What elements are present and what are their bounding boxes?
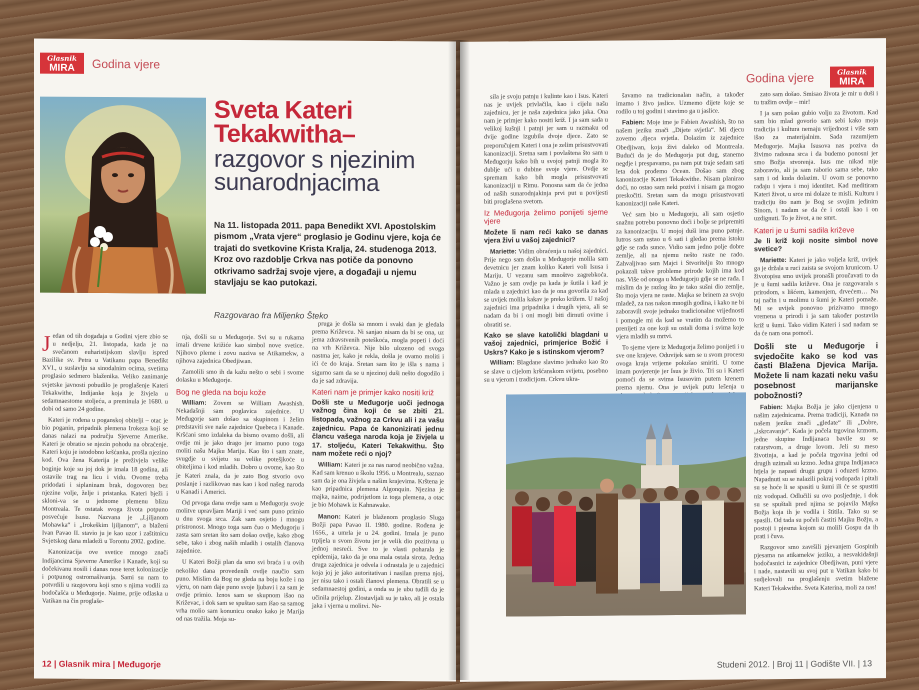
- paragraph: Kateri je jako voljela križ, uvijek ga je držala u ruci zaista se svojom krunicom. U životopisu smo uvijek pronašli proučavati to da je u šumi sadila križeve. Ona je razgovarala s prirodom, s lišćem, kamenjem, drvećem… Na taj način i u molimu u šumi je Kateri pomaže. Mi se uvijek ponovno prizivamo mnogo vremena u prirodi i ja sam također postavila križ u šumi. Tako vidim Kateri i sad nadam se da će nam ona pomoći.: [754, 255, 878, 337]
- paragraph: nja, došli su u Međugorje. Svi su u rukama imali drvene križiće kao simbol nove svetice. Njihovo pleme i zovu naziva se Atikamekw, a njihova zajednica Obedjiwan.: [176, 333, 304, 366]
- paragraph: Moje ime je Fabien Awashish, što na našem jeziku znači „Dijete svjetla“. Mi djecu zovemo ,djeca svjetla. Dolazim iz zajednice Obedjiwan, koja živi daleko od Montreala. Budući da je do Međugorja put dug, stanemo negdje i prespavamo, pa nam put traje sedam sati leta dok prođemo Ocean. Došao sam zbog kanonizacije Kateri Tekakwithe. Nisam planirao doći, no ostao sam neki pozivi i nisam ga mogao preskočiti. Sretan sam da mogu prisustvovati kanonizaciji naše Kateri.: [616, 118, 744, 208]
- speaker-name: Fabien:: [622, 119, 645, 127]
- interview-question: Došli ste u Međugorje i svjedočite kako se kod vas časti Blažena Djevica Marija. Možete li nam kazati neku vašu posebnost marijanske pobožnosti?: [754, 340, 878, 400]
- interview-question: Je li križ koji nosite simbol nove svetice?: [754, 236, 878, 254]
- speaker-name: Manon:: [318, 513, 341, 521]
- glasnik-mira-logo: [40, 53, 84, 74]
- left-column-2: [176, 334, 304, 628]
- paragraph: I ja sam pošao gubio volju za životom. Kad sam bio mlad govorio sam sebi kako moja tradicija i kultura nemaju vrijednost i više sam išao za materijalnim. Sada razumijem Međugorje. Majka Isusova nas poziva da živimo radosna srca i da budemo ponosni jer smo Božja stvorenja. Isus me nikad nije zaboravio, ali ja sam raborio sama sebe, tako sam i od kuda dolazim. U ovom se ponovno rađaju i vjera i moj identitet. Kad meditiram Kateri život, u srce mi dolaze te misli. Kulturu i tradiciju što nam je Bog se svojim jedinim Sinom, i nadam se da će i ostali kao i on uzdignuti. To je život, a ne smrt.: [754, 109, 878, 223]
- article-lead: Na 11. listopada 2011. papa Benedikt XVI. Apostolskim pismom „Vrata vjere“ proglasio je Godinu vjere, koja će trajati do svetkovine Krista Kralja, 24. studenoga 2013. Kroz ovo razdoblje Crkva nas potiče da ponovno otkrivamo sadržaj svoje vjere, a događaji u njemu stavljaju se kao putokazi.: [214, 219, 441, 288]
- magazine-spread: [34, 40, 886, 680]
- left-page: [34, 39, 456, 682]
- speaker-name: Mariette:: [490, 248, 517, 256]
- left-column-3: [312, 320, 444, 614]
- paragraph: pruga je došla sa mnom i svaki dan je gledala prema Križevcu. Ni sanjao nisam da bi se ona, uz jema zdravstvenih poteškoća, mogla popeti i doći na vrh Križevca. Nije bilo ulozeno od svoga nastma jer, kako je rekla, došla je ovamo moliti i ići će do kraja. Sretan sam što je išla s nama i sigurno sam da se u njezinoj duši nešto dogodilo i da je sad zdravija.: [312, 320, 444, 385]
- paragraph: šavamo na tradicionalan način, a također imamo i živo jaslice. Uzmemo dijete koje se rodilo u toj godini i stavimo ga u jaslice.: [616, 91, 744, 116]
- paragraph: Blagdane slavimo jednako kao što se slave u cijelom kršćanskom svijetu, posebno su u vjerom i tradicijom. Crkvu ukra-: [484, 358, 608, 384]
- section-label: Godina vjere: [92, 56, 161, 72]
- paragraph: edan od tih događaja u Godini vjere zbio se u nedjelju, 21. listopada, kada je na svečanom euharistijskom slavlju ispred Bazilike sv. Petra u Vatikanu papa Benedikt XVI., u suslavlju sa sinodalnim ocima, svetima proglasio sedmero blaženika. Veliko zanimanje svjetske javnosti pobudilo je proglašenje Kateri Tekakwithe, Indijanke koja je živjela u sedamnaestome stoljeću, a preminula je 1680. u dobi od samo 24 godine.: [42, 332, 168, 413]
- speaker-name: Fabien:: [760, 403, 783, 411]
- kateri-portrait-image: [40, 97, 206, 294]
- logo-word: MIRA: [839, 76, 865, 88]
- byline: Razgovarao fra Miljenko Šteko: [214, 309, 329, 321]
- paragraph: Već sam bio u Međugorju, ali sam osjetio snažnu potrebu ponovno doći i bolje se pripremiti za kanonizaciju. U mojoj duši ima puno patnje. Iutros sam ustao u 6 sati i gledao prema istoku gdje se rađa sunce. Vidio sam jedno polje dobre zemlje, ali na njemu nešto raste ne rado. Zahvaljivao sam Majci i Stvoritelju što mnogo pokazali takve probleme prirode kojih ima kod nas. Više od onoga u Međugorju gdje se ne rađa. I mislim da je razlog što je tako sušni dio zemlje, što moja vjera ne raste. Majka se brinem za svoju mladež, za nas nakon mnogih godina, i kako ne bi zaboravili svoje jednako tradicionalne vrijednosti i pomogle mi da kad se vratim da možemo to prenijeti za one koji su ostali doma i svima koje vjera mladih su mrtvi.: [616, 210, 744, 341]
- paragraph: Majka Božja je jako cijenjena u našim zajednicama. Prema tradiciji, Kanada na našem jeziku znači „gledate“ ili „Dobre, „iskrcavanje“. Kada je počela trgovina krznom, jedne skupine Indijanaca bavile su se ratarstvom, a druge lovom. Jeli su meso životinja, a kad je počela trgovina jedni od drugih uzimali su krzno. Jedna grupa Indijanaca htjela je napasti drugu grupu i oduzeti krzno. Napadnuti su se nalazili pokraj vodopada i pitali su se hoće li se spasiti u šumi ili će se spustiti niz vodopad. Odlučili su ovo posljednje, i dok su se spuštali pred njima se pojavila Majka Božja koja ih je vodila i štitila. Tako su se spasili. Od tada su počeli častiti Majku Božju, a postoji i pjesma kojom su molili Gospu da ih prati i čuva.: [754, 402, 878, 541]
- subheading: Bog ne gleda na boju kože: [176, 387, 266, 397]
- paragraph: To sjeme vjere iz Međugorja želimo ponijeti i u sve one krajeve. Oduvijek sam se u svom procesu ovoga kraja vrijeme pokušao smiriti. U tome imam povjerenje jer Isus je živio. Tri su i Kateri pomoći da se svima Isusovim putem krenem prema njemu. Ona je uvijek putu lešenja u: [616, 343, 744, 392]
- subheading: Iz Međugorja želimo ponijeti sjeme vjere: [484, 207, 608, 227]
- paragraph: Kanonizacija ove sveticе mnogo znači Indijancima Sjeverne Amerike i Kanade, koji su dočekivanu nosili i danas nose teret kolonizacije i potpunog ostromašivanja. Sami su nam to potvrdili u razgovoru koji smo s njima vodili za hodočašća u Međugorje. Naime, prije odlaska u Vatikan na čin proglaše-: [42, 549, 168, 606]
- interview-question: Možete li nam reći kako se danas vjera živi u vašoj zajednici?: [484, 228, 608, 245]
- speaker-name: William:: [490, 359, 515, 368]
- right-column-3: [754, 90, 878, 596]
- speaker-name: William:: [318, 461, 343, 469]
- paragraph: Kateri je blaženom proglasio Sluga Božji papa Pavao II. 1980. godine. Rođena je 1656., a umrla je u 24. godini. Imala je puno trpljela u svom životu jer je velik dio pozitivna u jednoj nesreći. Sve to je vlasti poharala je epidemija, tako da je ona mala ostala sirota. Jedna druga zajednica je odvela i odrastala je u zajednici koja joj je jako autoritativan i nasilan prema njoj, jer nisu tako i ostali članovi plemena. Obratili se u sedamnaestoj godini, a onda su je ubu tuđili da je učinila prijelup. Zlostavljali su je tako, ali je ostala jaka i vjerna u molitvi. Ne-: [312, 513, 444, 610]
- article-subtitle: razgovor s njezinim sunarodnjacima: [214, 145, 416, 197]
- subheading: Kateri nam je primjer kako nositi križ: [312, 387, 434, 398]
- right-footer: [717, 658, 872, 669]
- logo-script: Glasnik: [47, 53, 77, 63]
- speaker-name: Mariette:: [760, 256, 787, 265]
- paragraph: Kateri je za nas narod neobično važna. Kad sam krenuo u školu 1956. u Montrealu, saznao sam da je ona živjela u našim krajevima. Krštena je kao pripadnica plemena Algonquin. Njezina je majka, naime, podrijetlom iz toga plemena, a otac je bio Mohawk iz Kahnawake.: [312, 461, 444, 510]
- spine-shadow: [448, 40, 470, 680]
- logo-word: MIRA: [49, 62, 75, 74]
- paragraph: Zovem se William Awashish. Nekadašnji sam poglavica zajednice. U Međugorje sam došao sa skupinom i želim predstaviti sve naše zajednice Quebeca i Kanade. Kršćani smo izdaleka da bismo ovamo došli, ali ovdje mi je jako drago jer imamo puno toga moliti našu Majku Mariju. Kao što i sam znate, svugdje u svijetu su velike potešjkoće u obiteljima i kod mladih. Dobro u ovome, kao što je Kateri znala, da je zato Bog stvorio ovo poslanje i razlikovao nas kao i kod našeg naroda u Kanadi i Americi.: [176, 399, 304, 496]
- right-column-1: [484, 93, 608, 388]
- pilgrims-group-photo: [506, 392, 746, 616]
- left-column-1: [42, 330, 168, 610]
- interview-question: Došli ste u Međugorje uoči jednoga važnog čina koji će se zbiti 21. listopada, važnog za Crkvu ali i za vašu zajednicu. Papa će kanonizirati jednu člancu vašega naroda koja je živjela u 17. stoljeću, Kateri Tekakwithu. Što nam možete reći o njoj?: [312, 399, 444, 459]
- right-page: [460, 38, 886, 682]
- paragraph: U Kateri Božji plan da smo svi braća i u ovih nekoliko dana provedenih ovdje naučio sam puno. Mislim da Bog ne gleda na boju kože i na vjeru, on nam daje puno svoje ljubavi i za sam je ovdje primio. Iznos sam se skupnom išao na Križevac, i dok sam se spuštao sam išao sa samog vrha molio sam konunicu onako kako je Marija od nas tražila. Moja su-: [176, 558, 304, 624]
- paragraph: zato sam došao. Smisao života je mir u duši i tu tražim ovdje – mir!: [754, 90, 878, 107]
- interview-question: Kako se slave katolički blagdani u vašoj zajednici, primjerice Božić i Uskrs? Kako je s istinskom vjerom?: [484, 331, 608, 357]
- article-title: Sveta Kateri Tekakwitha–: [214, 95, 356, 149]
- glasnik-mira-logo: [830, 66, 874, 87]
- paragraph: sila je svoju patnju i kulinte kao i Isus. Kateri nas je uvijek privlačila, kao i cijelu našu zajednicu, jer je naša zajednica jako jaka. Ona nam je primjer kako nositi križ. I ja sam sada u velikoj kušnji i patnji jer sam u razmaku od dvije godine izgubila dvoje djece. Zato se preporučujem Kateri i ona je zelim prisustvovati kanonizaciji. Sretna sam i povlaštena što sam u Međugorju kako bih u svojoj patnji mogla ito dublje ući u dubine svoje vjere. Ovdje se spremam kako bih mogla prisustvovati kanonizaciji u Rimu. Ponosna sam da će jedna od naših sunarodnjakinja prvi put u povijesti biti proglašena svetom.: [484, 92, 608, 206]
- subheading: Kateri je u šumi sadila križeve: [754, 224, 855, 235]
- right-column-2: [616, 91, 744, 392]
- section-label: Godina vjere: [745, 70, 814, 86]
- logo-script: Glasnik: [837, 67, 867, 77]
- footer-text: 12 | Glasnik mira | Međugorje: [42, 658, 161, 670]
- footer-text: Studeni 2012. | Broj 11 | Godište VII. | 13: [716, 658, 872, 670]
- speaker-name: William:: [182, 399, 207, 407]
- paragraph: Zamolili smo ih da kažu nešto o sebi i svome dolasku u Međugorje.: [176, 368, 304, 385]
- drop-cap: J: [42, 330, 51, 356]
- paragraph: Od prvoga dana ovdje sam u Međugorju svoje molitve upravljam Mariji i već sam puno primio u dnu svoga srca. Zak sam osjetio i mnogu pristronost. Mnogo toga sam čuo o Međugorju i zasta sam sretan što sam došao ovdje, kako zbog sebe, tako i zbog naših mladih i ostalih članova zajednice.: [176, 499, 304, 556]
- left-footer: [42, 659, 161, 670]
- paragraph: Vidim obraćenja u našoj zajednici. Prije nego sam došla u Međugorje molila sam devetnicu jer znam koliko Kateri voli Isusa i Mariju. U vezanu sam mnoštvo zagrebkoća. Važno je sam ovdje pa kada je šutila i kad je mlada u zajednici kao da je ona govorila za kad se uvijek molila kakav je preko križem. U našoj zajednici ima pripadnika i drugih vjera, ali se nadam da bi i oni mogli biti dirnuti ovime i obratiti se.: [484, 247, 609, 329]
- paragraph: Kateri je rođena u poganskoj obitelji – otac je bio poganin, pripadnik plemena Irokeza koji se danas nalazi na području Sjeverne Amerike. Kateri je obratio se njezin pohodu na obraćenje. Kateri koju je istodobno kršćanka, prošla njezino kod. Ova žena Katerija je preživjela velike boginje koje su joj dok je imala 18 godina, ali ostavile trag na licu i vidu. Ovome treba pridodati i siplaninam brak, dogovoren bez njezine volje, želje i pristanka. Kateri bježi i skloni-va se u jednome plemenu blizu Montreala. Te ostatak svoga života potpuno posvećuje Isusu. Nazvana je „Ljiljanom Mohawka“ i „Irokeškim ljiljanom“, a blaženi Ivan Pavao II. stavio ju je kao uzor i zaštitnicu Svjetskog dana mladeži u Torontu 2002. godine.: [42, 416, 168, 546]
- paragraph: Razgovor smo završili pjevanjem Gospinih pjesama na atikamekw jeziku, a nesvakidašnji hodočasnici iz zajednice Obedjiwan, puni vjere i nade, nastavili su svoj put u Vatikan kako bi sudjelovali na proglašenju svetim blažene Kateri Tekakwithe. Sveta Katerina, moli za nas!: [754, 543, 878, 592]
